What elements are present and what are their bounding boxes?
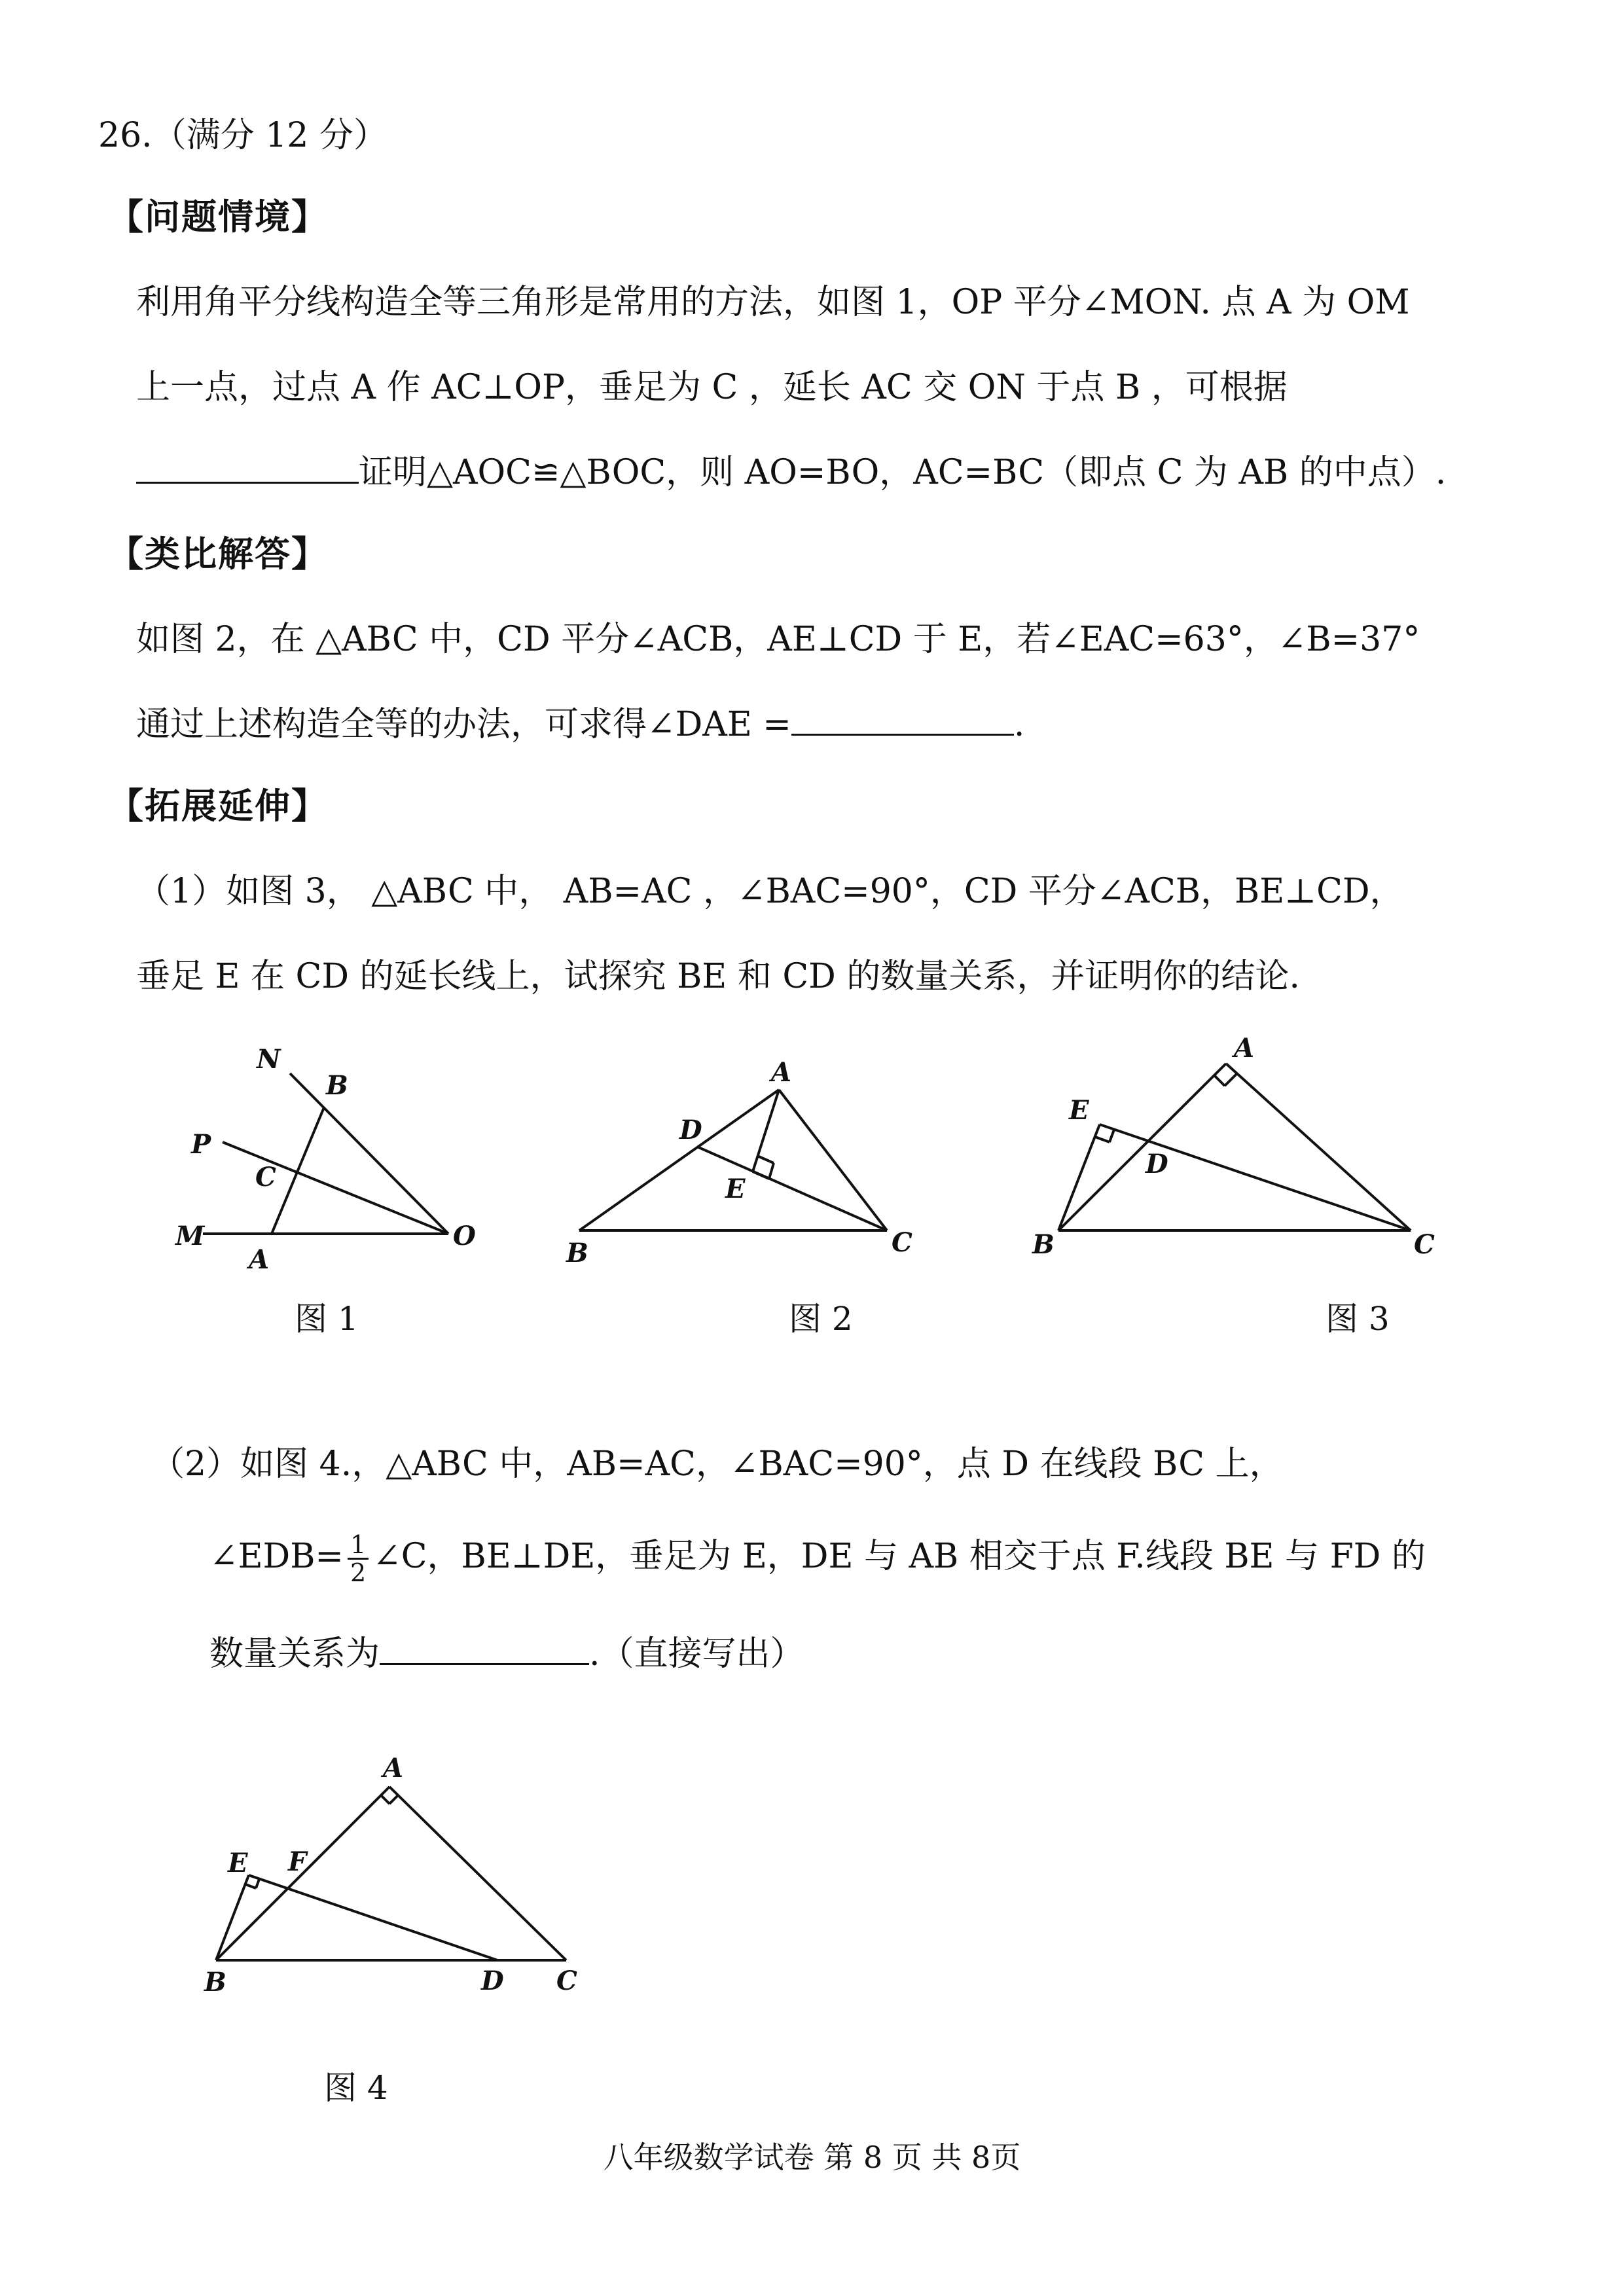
figure-2-caption: 图 2 — [789, 1300, 853, 1338]
label-b: B — [326, 1070, 348, 1101]
label-a: A — [383, 1753, 404, 1784]
fraction-one-half — [348, 1532, 369, 1586]
label-c: C — [255, 1162, 276, 1193]
label-n: N — [257, 1044, 281, 1075]
answer-blank-basis[interactable] — [136, 453, 359, 484]
section-title-problem-context: 【问题情境】 — [108, 196, 328, 238]
problem-context-line-3 — [136, 452, 1446, 493]
right-angle-mark-3 — [757, 1156, 774, 1163]
label-e: E — [725, 1174, 746, 1204]
label-e: E — [1069, 1095, 1089, 1126]
problem-context-line-2: 上一点，过点 A 作 AC⊥OP，垂足为 C ，延长 AC 交 ON 于点 B ，可根据 — [136, 368, 1288, 407]
label-f: F — [288, 1846, 307, 1877]
extension-part1-line-1: （1）如图 3， △ABC 中， AB=AC ，∠BAC=90°，CD 平分∠ACB，BE⊥CD， — [136, 872, 1404, 911]
figure-2 — [543, 1034, 949, 1283]
label-e: E — [228, 1848, 248, 1878]
label-b: B — [204, 1967, 226, 1998]
label-d: D — [481, 1965, 504, 1996]
label-d: D — [679, 1115, 702, 1145]
figure-3-caption: 图 3 — [1326, 1300, 1390, 1338]
right-angle-a-2 — [1225, 1074, 1236, 1086]
side-ab — [1058, 1064, 1226, 1230]
side-ab — [579, 1090, 779, 1230]
ray-on — [290, 1073, 448, 1234]
extension-part2-line-2-text: ∠C，BE⊥DE，垂足为 E，DE 与 AB 相交于点 F.线段 BE 与 FD 的 — [372, 1537, 1426, 1576]
label-a: A — [1234, 1033, 1255, 1064]
extension-part2-line-1: （2）如图 4.，△ABC 中，AB=AC，∠BAC=90°，点 D 在线段 BC 上， — [151, 1444, 1284, 1484]
page-footer: 八年级数学试卷 第 8 页 共 8页 — [603, 2140, 1021, 2175]
figure-1 — [164, 1034, 504, 1283]
right-angle-e-1 — [1110, 1130, 1114, 1142]
extension-part2-line-2 — [209, 1532, 1426, 1586]
segment-be — [216, 1875, 249, 1960]
answer-blank-dae[interactable] — [791, 705, 1014, 736]
label-d: D — [1146, 1149, 1168, 1179]
analogy-line-2 — [136, 704, 1024, 745]
fraction-denominator: 2 — [350, 1558, 367, 1587]
extension-part2-line-3-text: 数量关系为 — [209, 1634, 380, 1674]
figure-1-caption: 图 1 — [295, 1300, 359, 1338]
label-p: P — [191, 1129, 211, 1160]
side-ac — [779, 1090, 887, 1230]
side-ac — [389, 1787, 566, 1960]
label-m: M — [175, 1221, 205, 1251]
section-title-extension: 【拓展延伸】 — [108, 785, 328, 827]
label-o: O — [453, 1221, 476, 1251]
angle-edb-label: ∠EDB= — [209, 1537, 344, 1576]
label-c: C — [556, 1965, 577, 1996]
right-angle-a-2 — [389, 1795, 398, 1804]
label-c: C — [892, 1227, 912, 1258]
right-angle-a-1 — [1214, 1075, 1225, 1086]
label-a: A — [249, 1244, 270, 1275]
segment-be — [1058, 1124, 1100, 1230]
extension-part2-line-3-suffix: .（直接写出） — [589, 1634, 804, 1674]
figure-4-caption: 图 4 — [324, 2069, 388, 2107]
problem-context-line-1: 利用角平分线构造全等三角形是常用的方法，如图 1，OP 平分∠MON. 点 A 为 OM — [136, 283, 1410, 322]
side-ac — [1226, 1064, 1411, 1230]
extension-part1-line-2: 垂足 E 在 CD 的延长线上，试探究 BE 和 CD 的数量关系，并证明你的结论. — [136, 957, 1300, 996]
label-a: A — [771, 1057, 792, 1088]
label-c: C — [1414, 1229, 1435, 1260]
right-angle-e-2 — [245, 1884, 256, 1888]
right-angle-mark-2 — [769, 1163, 774, 1179]
section-title-analogy: 【类比解答】 — [108, 533, 328, 575]
segment-de — [249, 1875, 497, 1960]
right-angle-e-2 — [1095, 1137, 1110, 1142]
right-angle-e-1 — [256, 1879, 259, 1888]
figure-4 — [190, 1728, 622, 2003]
fraction-numerator: 1 — [348, 1532, 369, 1560]
figure-3 — [1018, 1028, 1463, 1283]
label-b: B — [1032, 1229, 1055, 1260]
label-b: B — [566, 1238, 588, 1268]
right-angle-a-1 — [381, 1795, 389, 1804]
problem-context-line-3-text: 证明△AOC≌△BOC，则 AO=BO，AC=BC（即点 C 为 AB 的中点）. — [359, 453, 1447, 492]
analogy-line-2-text: 通过上述构造全等的办法，可求得∠DAE = — [136, 705, 791, 744]
question-header: 26.（满分 12 分） — [98, 116, 388, 155]
answer-blank-be-fd[interactable] — [380, 1634, 589, 1665]
segment-ab — [272, 1107, 324, 1234]
right-angle-mark-1 — [753, 1172, 769, 1179]
extension-part2-line-3 — [209, 1633, 804, 1675]
analogy-line-2-period: . — [1013, 705, 1025, 744]
analogy-line-1: 如图 2，在 △ABC 中，CD 平分∠ACB，AE⊥CD 于 E，若∠EAC=63°，∠B=37° — [136, 620, 1420, 659]
